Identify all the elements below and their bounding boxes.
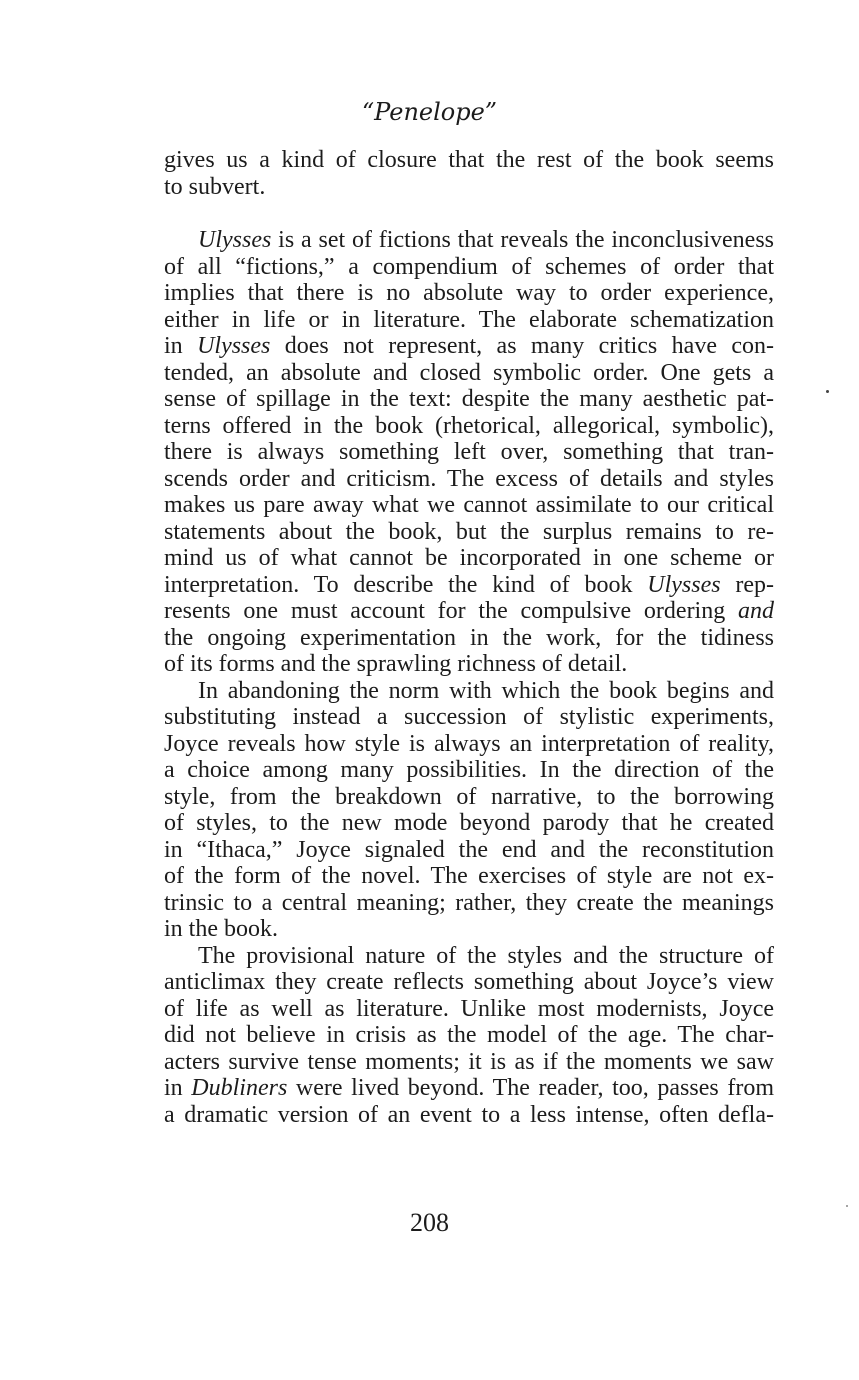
text-line: statements about the book, but the surplus remains to re- [164,518,774,545]
text-line [164,227,774,254]
text-line: of styles, to the new mode beyond parody that he created [164,810,774,836]
text-line: implies that there is no absolute way to order experience, [164,280,774,306]
text-line: of the form of the novel. The exercises of style are not ex- [164,863,774,889]
text-line: of its forms and the sprawling richness of detail. [164,651,628,677]
title-italic: Ulysses [197,333,271,359]
text-line: The provisional nature of the styles and the structure of [198,942,774,969]
text-line: acters survive tense moments; it is as if the moments we saw [164,1048,774,1075]
text-segment: resents one must account for the compulsive ordering [164,598,738,624]
title-italic: Ulysses [647,571,721,598]
text-segment: does not represent, as many critics have con- [270,333,774,359]
paragraph-provisional-nature [164,943,774,1129]
text-line [164,1075,774,1102]
text-line: a dramatic version of an event to a less intense, often defla- [164,1101,774,1128]
text-line [164,598,774,625]
text-line: substituting instead a succession of stylistic experiments, [164,704,774,730]
text-line: the ongoing experimentation in the work, for the tidiness [164,624,774,651]
text-line: makes us pare away what we cannot assimilate to our critical [164,492,774,518]
text-line: either in life or in literature. The elaborate schematization [164,306,774,333]
text-line: gives us a kind of closure that the rest of the book seems [164,147,774,173]
text-line: anticlimax they create reflects something about Joyce’s view [164,969,774,995]
title-italic: Dubliners [191,1075,288,1101]
text-line: in “Ithaca,” Joyce signaled the end and the reconstitution [164,836,774,863]
text-line: to subvert. [164,173,266,200]
title-italic: Ulysses [198,227,272,253]
text-line: terns offered in the book (rhetorical, allegorical, symbolic), [164,412,774,439]
text-line: style, from the breakdown of narrative, to the borrowing [164,783,774,810]
text-line: there is always something left over, something that tran- [164,439,774,465]
paragraph-continuation [164,147,774,200]
text-line: scends order and criticism. The excess of details and styles [164,465,774,492]
scan-speck [826,390,829,393]
text-segment: rep- [720,571,774,598]
scan-speck [846,1205,848,1207]
text-line: of life as well as literature. Unlike most modernists, Joyce [164,995,774,1022]
text-line: In abandoning the norm with which the book begins and [198,677,774,704]
text-line: in the book. [164,916,278,942]
text-line: tended, an absolute and closed symbolic order. One gets a [164,359,774,386]
text-line: a choice among many possibilities. In the direction of the [164,757,774,783]
running-title: “Penelope” [361,98,498,126]
text-segment: interpretation. To describe the kind of book [164,571,648,598]
text-line: trinsic to a central meaning; rather, they create the meanings [164,889,774,916]
text-segment: in [164,1075,192,1101]
emphasis-italic: and [738,598,774,624]
paragraph-ulysses-fictions [164,227,774,678]
text-segment: in [164,333,198,359]
text-line [164,572,774,599]
text-line: of all “fictions,” a compendium of schemes of order that [164,253,774,280]
text-line: Joyce reveals how style is always an interpretation of reality, [164,730,774,757]
paragraph-style-experiments [164,678,774,943]
text-line: did not believe in crisis as the model of the age. The char- [164,1022,774,1048]
text-segment: is a set of fictions that reveals the inconclusiveness [271,227,774,253]
text-line: sense of spillage in the text: despite the many aesthetic pat- [164,386,774,412]
body-text [164,147,774,1128]
text-segment: were lived beyond. The reader, too, passes from [287,1075,775,1101]
text-line [164,333,774,360]
text-line: mind us of what cannot be incorporated in one scheme or [164,545,774,571]
page-number: 208 [410,1208,449,1237]
